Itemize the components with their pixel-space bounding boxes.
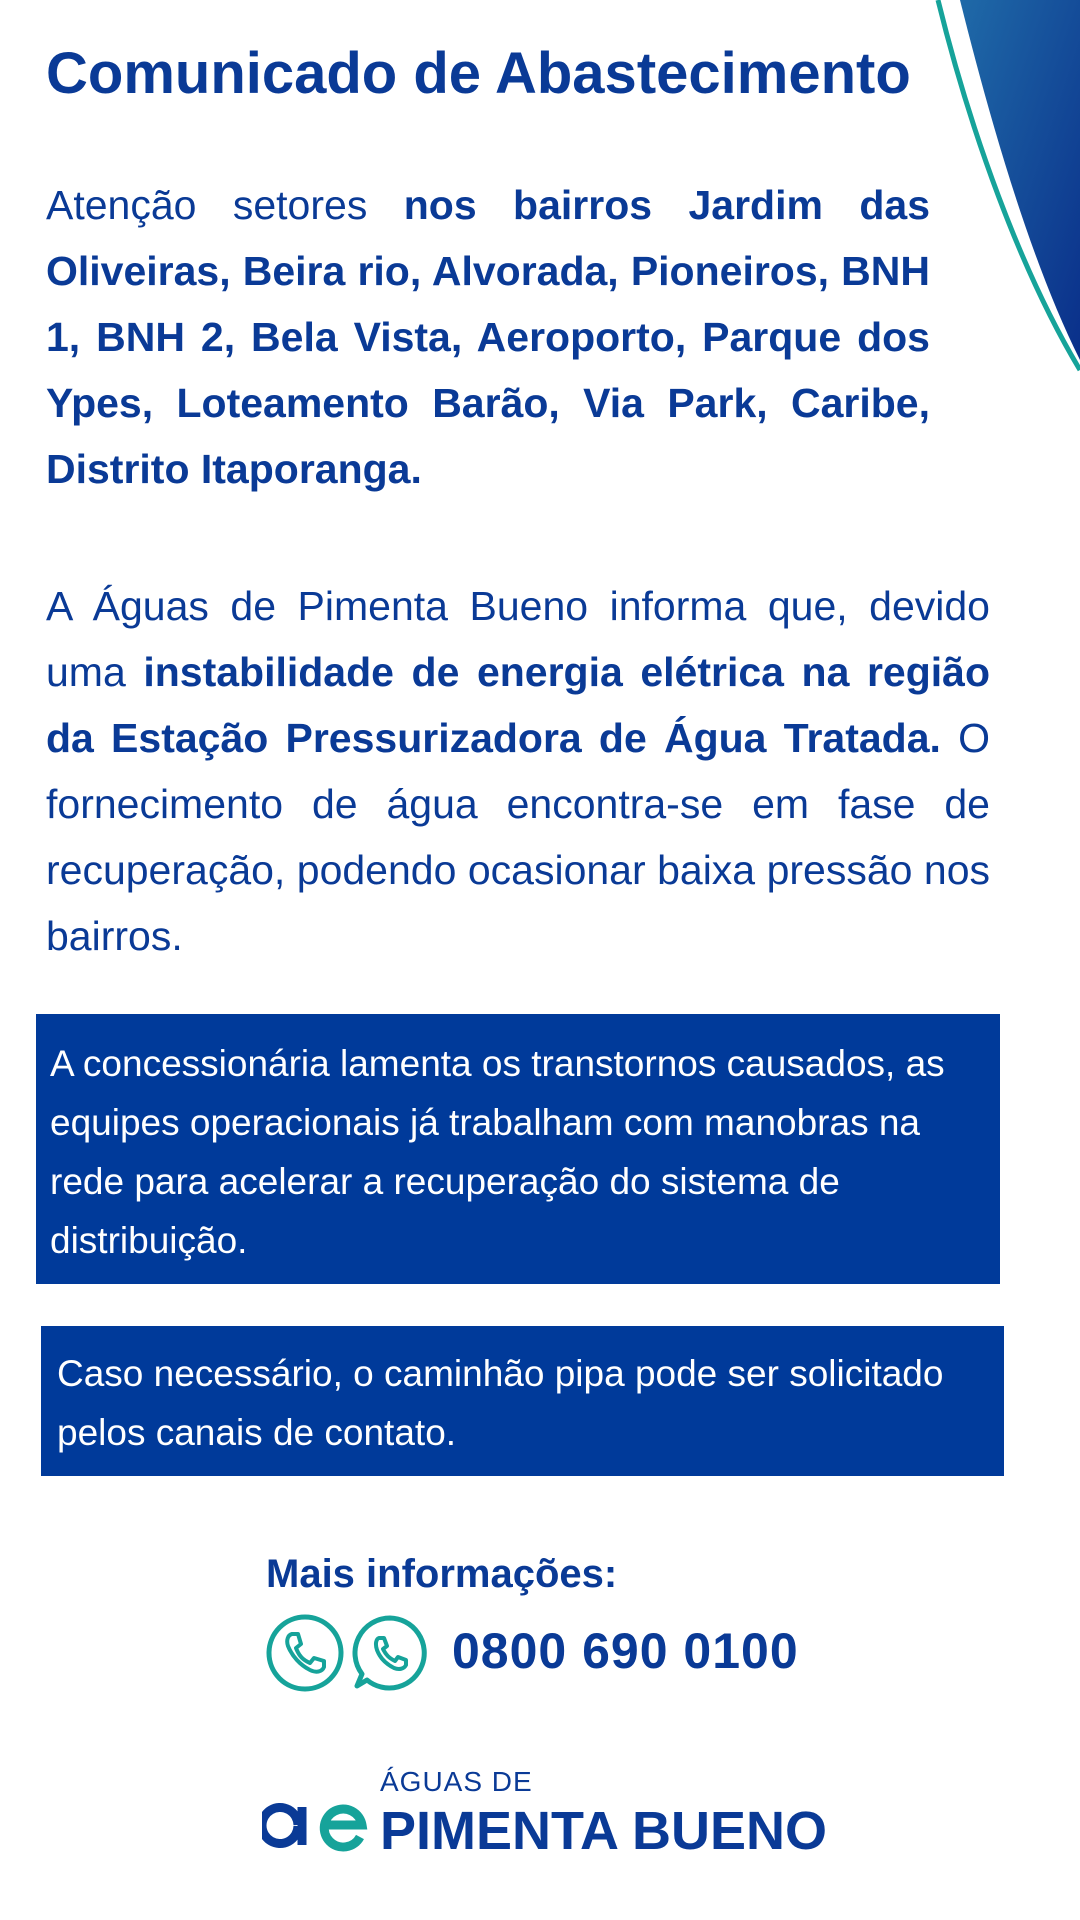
apology-box: A concessionária lamenta os transtornos causados, as equipes operacionais já trabalham com manobras na rede para acelerar a recuperação do sistema de distribuição. (36, 1014, 1000, 1284)
affected-neighborhoods-paragraph (46, 172, 930, 502)
supply-notice-paragraph (46, 573, 990, 969)
page-title: Comunicado de Abastecimento (46, 41, 911, 106)
phone-number[interactable]: 0800 690 0100 (452, 1623, 799, 1679)
logo-small-text: ÁGUAS DE (380, 1766, 533, 1797)
neighborhoods-intro: Atenção setores (46, 182, 404, 228)
notice-cause: instabilidade de energia elétrica na região da Estação Pressurizadora de Água Tratada. (46, 649, 990, 761)
corner-decoration (930, 0, 1080, 380)
notice-status: O fornecimento de água encontra-se em fase de recuperação, podendo ocasionar baixa pressão nos bairros. (46, 715, 990, 959)
water-truck-box: Caso necessário, o caminhão pipa pode ser solicitado pelos canais de contato. (41, 1326, 1004, 1476)
neighborhoods-list: nos bairros Jardim das Oliveiras, Beira rio, Alvorada, Pioneiros, BNH 1, BNH 2, Bela Vista, Aeroporto, Parque dos Ypes, Loteamento Barão, Via Park, Caribe, Distrito Itaporanga. (46, 182, 930, 492)
whatsapp-icon[interactable] (349, 1612, 431, 1694)
company-logo-mark (262, 1795, 368, 1855)
notice-intro: A Águas de Pimenta Bueno informa que, devido uma (46, 583, 990, 695)
logo-company-name: PIMENTA BUENO (380, 1801, 828, 1861)
more-info-label: Mais informações: (266, 1552, 618, 1596)
phone-icon[interactable] (264, 1612, 346, 1694)
